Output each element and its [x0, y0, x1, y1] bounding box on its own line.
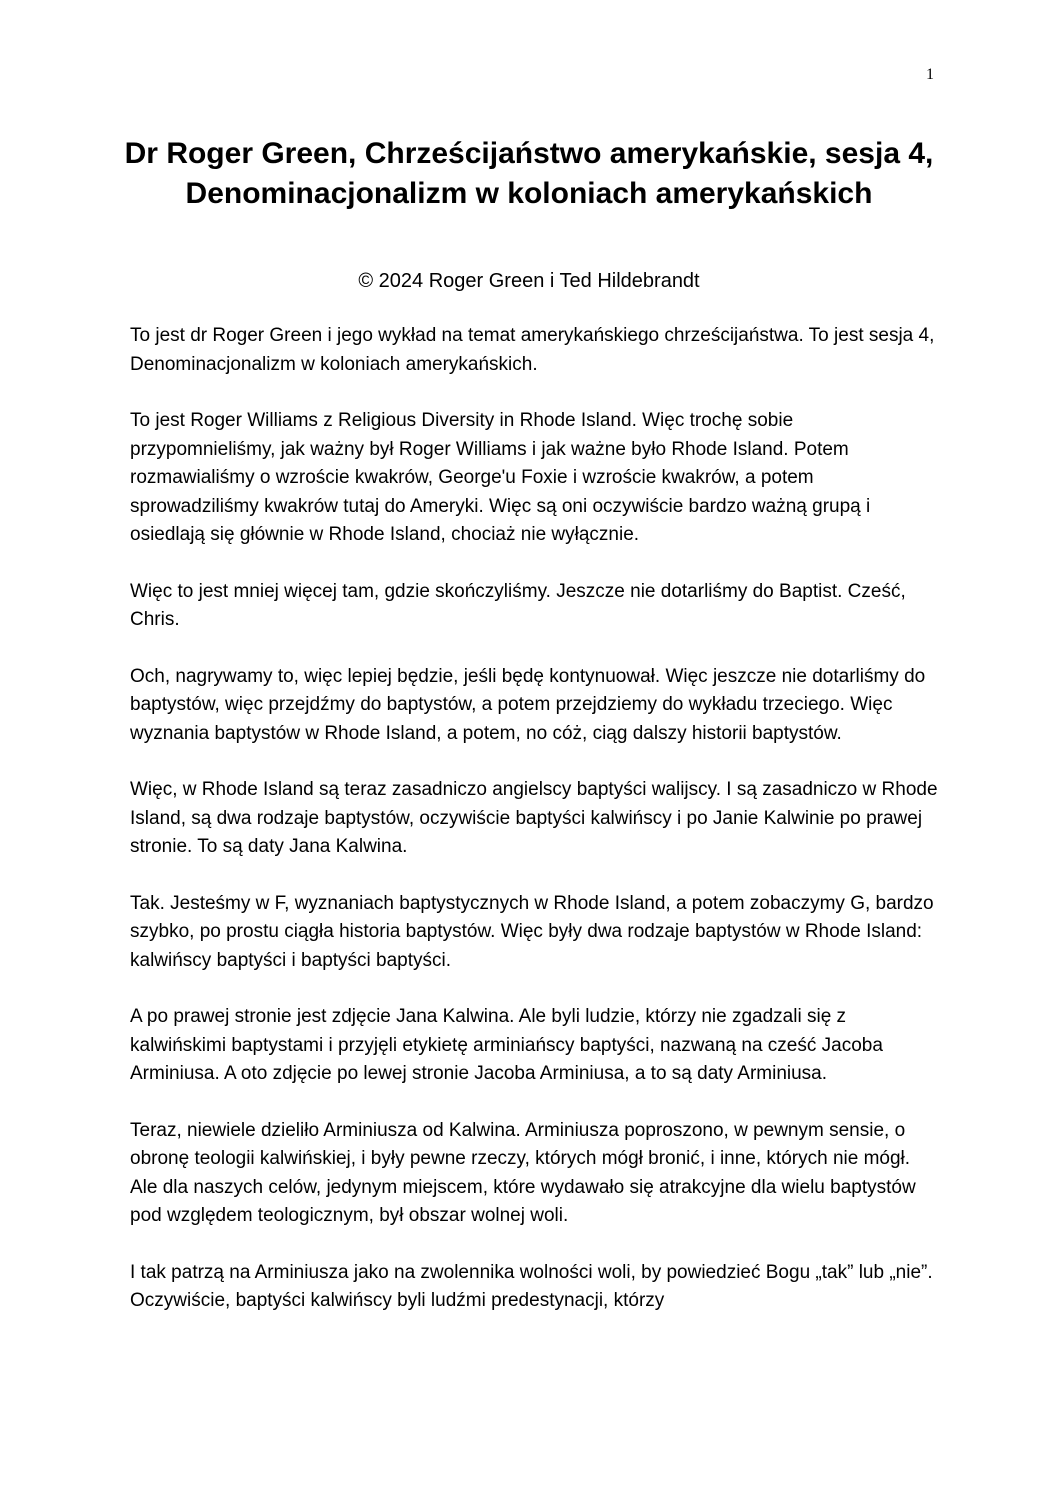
paragraph: I tak patrzą na Arminiusza jako na zwolennika wolności woli, by powiedzieć Bogu „tak” lub „nie”. Oczywiście, baptyści kalwińscy byli ludźmi predestynacji, którzy — [130, 1261, 933, 1311]
paragraph: Więc to jest mniej więcej tam, gdzie skończyliśmy. Jeszcze nie dotarliśmy do Baptist. Cześć, Chris. — [130, 580, 906, 630]
paragraph: To jest dr Roger Green i jego wykład na temat amerykańskiego chrześcijaństwa. To jest sesja 4, Denominacjonalizm w koloniach amerykańskich. — [130, 325, 935, 375]
page-number: 1 — [926, 66, 934, 83]
paragraph: Więc, w Rhode Island są teraz zasadniczo angielscy baptyści walijscy. I są zasadniczo w Rhode Island, są dwa rodzaje baptystów, oczywiście baptyści kalwińscy i po Janie Kalwinie po prawej stronie. To są daty Jana Kalwina. — [130, 779, 938, 857]
paragraph: Teraz, niewiele dzieliło Arminiusza od Kalwina. Arminiusza poproszono, w pewnym sensie, o obronę teologii kalwińskiej, i były pewne rzeczy, których mógł bronić, i inne, których nie mógł. Ale dla naszych celów, jedynym miejscem, które wydawało się atrakcyjne dla wielu baptystów pod względem teologicznym, był obszar wolnej woli. — [130, 1119, 916, 1226]
paragraph: Och, nagrywamy to, więc lepiej będzie, jeśli będę kontynuował. Więc jeszcze nie dotarliśmy do baptystów, więc przejdźmy do baptystów, a potem przejdziemy do wykładu trzeciego. Więc wyznania baptystów w Rhode Island, a potem, no cóż, ciąg dalszy historii baptystów. — [130, 665, 926, 744]
document-title: Dr Roger Green, Chrześcijaństwo amerykańskie, sesja 4, Denominacjonalizm w koloniach amerykańskich — [124, 137, 934, 210]
copyright-notice: © 2024 Roger Green i Ted Hildebrandt — [358, 270, 700, 292]
paragraph: To jest Roger Williams z Religious Diversity in Rhode Island. Więc trochę sobie przypomnieliśmy, jak ważny był Roger Williams i jak ważne było Rhode Island. Potem rozmawialiśmy o wzroście kwakrów, George'u Foxie i wzroście kwakrów, a potem sprowadziliśmy kwakrów tutaj do Ameryki. Więc są oni oczywiście bardzo ważną grupą i osiedlają się głównie w Rhode Island, chociaż nie wyłącznie. — [130, 410, 871, 545]
document-body — [130, 322, 940, 1344]
paragraph: Tak. Jesteśmy w F, wyznaniach baptystycznych w Rhode Island, a potem zobaczymy G, bardzo szybko, po prostu ciągła historia baptystów. Więc były dwa rodzaje baptystów w Rhode Island: kalwińscy baptyści i baptyści baptyści. — [130, 892, 934, 971]
paragraph: A po prawej stronie jest zdjęcie Jana Kalwina. Ale byli ludzie, którzy nie zgadzali się z kalwińskimi baptystami i przyjęli etykietę arminiańscy baptyści, nazwaną na cześć Jacoba Arminiusa. A oto zdjęcie po lewej stronie Jacoba Arminiusa, a to są daty Arminiusa. — [130, 1006, 883, 1084]
